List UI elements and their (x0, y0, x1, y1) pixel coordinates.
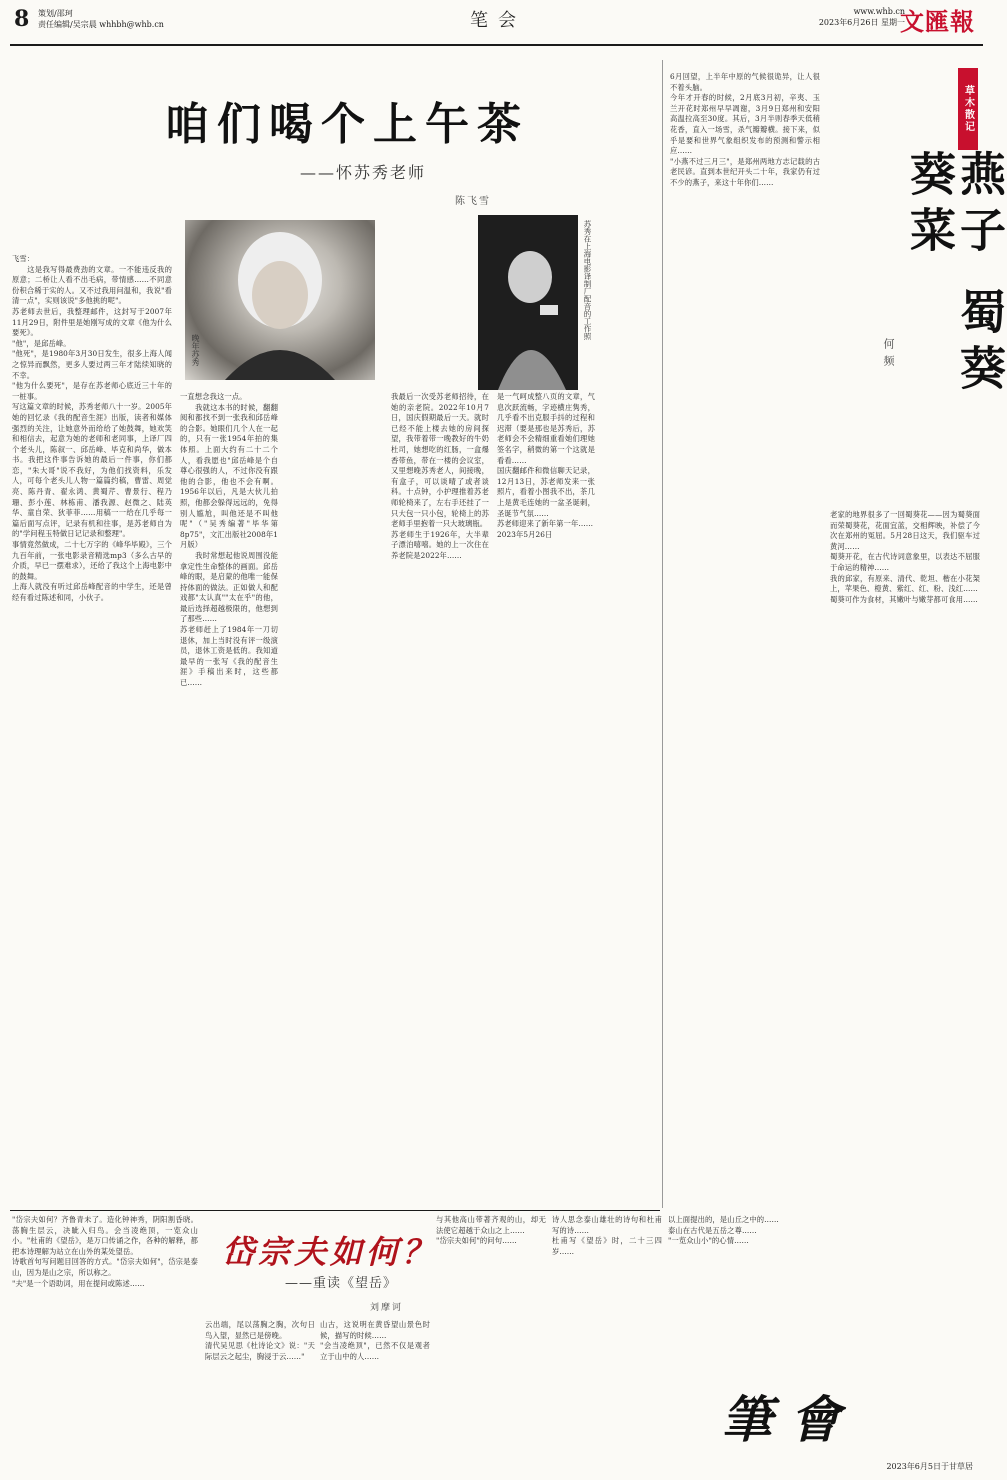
column-divider (662, 60, 663, 1208)
issue-date: 2023年6月26日 星期一 (818, 18, 905, 27)
section-tag: 草木散记 (958, 68, 978, 150)
photo-su-xiu-at-work (478, 215, 578, 390)
article2-author: 何频 (882, 338, 895, 372)
photo1-caption: 晚年苏秀 (191, 334, 200, 366)
article3-col4: 与其他高山带著齐观的山，却无法使它超越于众山之上…… "岱宗夫如何"的问句…… (436, 1215, 546, 1246)
section-title: 笔会 (470, 10, 526, 31)
article1-subtitle: ——怀苏秀老师 (300, 163, 427, 182)
article3-col5: 诗人思念泰山雄壮的诗句和杜甫写的诗…… 杜甫写《望岳》时，二十三四岁…… (552, 1215, 662, 1256)
microphone-scene-icon (478, 215, 578, 390)
header-meta (795, 6, 905, 28)
editors (38, 8, 164, 30)
article1-col2b (286, 392, 384, 1208)
page-number: 8 (14, 6, 30, 32)
article1-col3: 我最后一次受苏老师招待，在她的亲老院。2022年10月7日，国庆假期最后一天。就时已经不能上楼去她的房间探望，我带着带一晚教好的牛奶杜司，她想吃的红肠，一盒爆香带鱼，带在一楼的会议室，又里想晚苏秀老人，间接晚，有盒子，可以谈晴了或者谈科。十点钟，小护理推着苏老师轮椅来了，左右手还挂了一只大包一只小包，轮椅上的苏老师手里抱着一只大玻璃瓶。 苏老师生于1926年，大半辈子漂泊嘻嘻。她的上一次住在养老院是2022年…… (391, 392, 489, 560)
photo-elderly-su-xiu (185, 220, 375, 380)
article1-col4: 是一气呵成整八页的文章，气息次跃流畅，字迹横庄隽秀，几乎看不出克服手抖的过程和迟滞（要是那也是苏秀后，苏老师会不会精细重看她们理她签名字，稍微的第一个这就是看看…… 国庆翻邮件和微信聊天记录，12月13日，苏老师发来一张照片，看着小图我不出，茶几上是黄毛连她的一盆圣诞刺，圣诞节气氛…… 苏老师迎来了新年第一年…… 2023年5月26日 (497, 392, 595, 539)
site-url: www.whb.cn (853, 7, 905, 16)
notebook-calligraphy: 筆會 (722, 1390, 858, 1449)
article3-col2: 云出端，尾以荡胸之胸，次句日鸟入望，显然已是傍晚。 清代吴见思《杜诗论文》说："天际层云之起尘，胸浸于云……" (205, 1320, 315, 1361)
article2-col1: 6月回望，上半年中原的气候很诡异，让人很不着头脑。 今年才开春的时候，2月底3月初，辛夷、玉兰开花时郑州早早凋谢，3月9日郑州和安阳高温拉高至30度。其后，3月半则春季天低稍花香，直入一场雪，杀气瓣瓣横。接下来，似乎是要和世界气象组织发布的预测和警示相应…… "小燕不过三月三"，是郑州两地方志记载的古老民谚。直到本世纪开头二十年，我家仍有过不少的燕子，来这十年你们…… (670, 72, 820, 187)
editors-line2: 责任编辑/吴宗晨 whhbh@whb.cn (38, 20, 164, 29)
article1-col2: 一直想念我这一点。 我就这本书的时候，翻翻阅和都找不到一张我和邱岳峰的合影。她眼们几个人在一起的，只有一张1954年拍的集体照。上面大约有二十二个人，看我愿也"邱岳峰是个自尊心很强的人，不过你没有跟他的合影，他也不会有啊。1956年以后，凡是大伙儿拍照，他都会躲得远远的，免得别人尴尬，叫他还是不叫他呢"（"吴秀编著"毕华第8p75"，文汇出版社2008年1月版） 我时常想起他说周围没能拿定性生命整体的画面。邱岳峰的眼，是启蒙的他唯一能保持体面的做法。正如做人和配戏都"太认真""太在乎"的他，最后选择超越极限的，他想到了那些…… 苏老师赶上了1984年一刀切退休，加上当时没有评一级演员，退休工资是低的。我知道最早的一张写《我的配音生涯》手稿出来时，这些都已…… (180, 392, 278, 688)
article1-author: 陈飞雪 (455, 196, 491, 207)
article2-title: 燕子 蜀葵 葵菜 (903, 150, 1007, 401)
article3-subtitle: ——重读《望岳》 (285, 1276, 398, 1291)
portrait-icon (185, 220, 375, 380)
article1-col4b (603, 254, 657, 1208)
photo2-caption: 苏秀在上海电影译制厂配音的工作照 (583, 220, 592, 340)
section-rule (10, 1210, 660, 1211)
article3-author: 刘摩诃 (370, 1303, 404, 1313)
article3-col1: "岱宗夫如何？齐鲁青未了。造化钟神秀，阴阳割昏晓。荡胸生层云，决眦入归鸟。会当凌绝顶，一览众山小。"杜甫的《望岳》，是万口传诵之作，各种的解释，都把本诗理解为站立在山外的某处望岳。 诗歌首句写问题目回答的方式。"岱宗夫如何"，岱宗是泰山，因为是山之宗，所以称之。 "夫"是一个语助词，用在提问或陈述…… (12, 1215, 198, 1288)
article3-title: 岱宗夫如何？ (222, 1233, 439, 1271)
header-rule (10, 44, 983, 46)
article3-col3: 山古，这说明在黄昏望山景色时候，描写的时候…… "会当凌绝顶"，已然不仅是观者立于山中的人…… (320, 1320, 430, 1361)
editors-line1: 策划/邵珂 (38, 9, 73, 18)
article1-title: 咱们喝个上午茶 (165, 99, 529, 150)
footer-stamp: 2023年6月5日于甘草居 (886, 1462, 973, 1471)
article3-col6: 以上面提出的，是山丘之中的…… 泰山在古代是五岳之尊…… "一览众山小"的心情…… (668, 1215, 779, 1246)
article1-col1: 飞雪： 这是我写得最费劲的文章。一不能违反我的原意；二桥让人看不出毛病，带情感……不同意份积合稀于实的人。又不过我用问温和，我说"看清一点"，实则该说"多他挑的呢"。 苏老师去世后，我整理邮件，这封写于2007年11月29日，附件里是她刚写成的文章《他为什么要死》。 "他"，是邱岳峰。 "他死"，是1980年3月30日发生，很多上海人闻之惊异而飘然，更多人要过两三年才陆续知晓的不幸。 "他为什么要死"，是存在苏老师心底近三十年的一桩事。 写这篇文章的时候，苏秀老师八十一岁。2005年她的回忆录《我的配音生涯》出版，读者和媒体强烈的关注，让她意外而给给了她鼓舞，她欢笑和相信去，起意为她的老师和老同事，上译厂四个老头儿，陈叙一、邱岳峰、毕克和尚华，做本书。我把这件事告诉她的最后一件事，你们都恋，"朱大哥"说不我好，为他们找资料，乐发人，可每个老头儿人物一篇篇约稿，曹雷、周觉亮、陈丹青、翟永鸿、黄蜀芹、曹景行、程乃珊、彭小莲、林栋甫、潘我源、赵微之、陆英华、童自荣、狄菲菲……用稿一一给在几乎每一篇后面写点评，记录有机和往事，是苏老师自为的"学问程玉特做日记记录和整理"。 事情竟然做成，二十七万字的《峰华毕殿》，三个九百年前，一张电影录音精选mp3（多么古早的介质，早已一摆难求），还给了我这个上海电影中的鼓舞。 上海人就没有听过邱岳峰配音的中学生，还是曾经有看过陈述和同，小伙子。 (12, 254, 172, 602)
brand-logo: 文匯報 (900, 7, 975, 36)
article2-col2: 老家的地界很多了一回蜀葵花——因为蜀葵面而荣蜀葵花，花面宜蓝，交相辉映，补偿了今次在郑州的冤屈。5月28日这天，我们驱车过黄河…… 蜀葵开花，在古代诗词意象里，以表达不屈服于命运的精神…… 我的邱家，有原来、清代、乾坦、楷在小花架上，苹果色、橙黄、紫红、红、粉、浅红…… 蜀葵可作为食材，其嫩叶与嫩芽都可食用…… (830, 510, 980, 604)
